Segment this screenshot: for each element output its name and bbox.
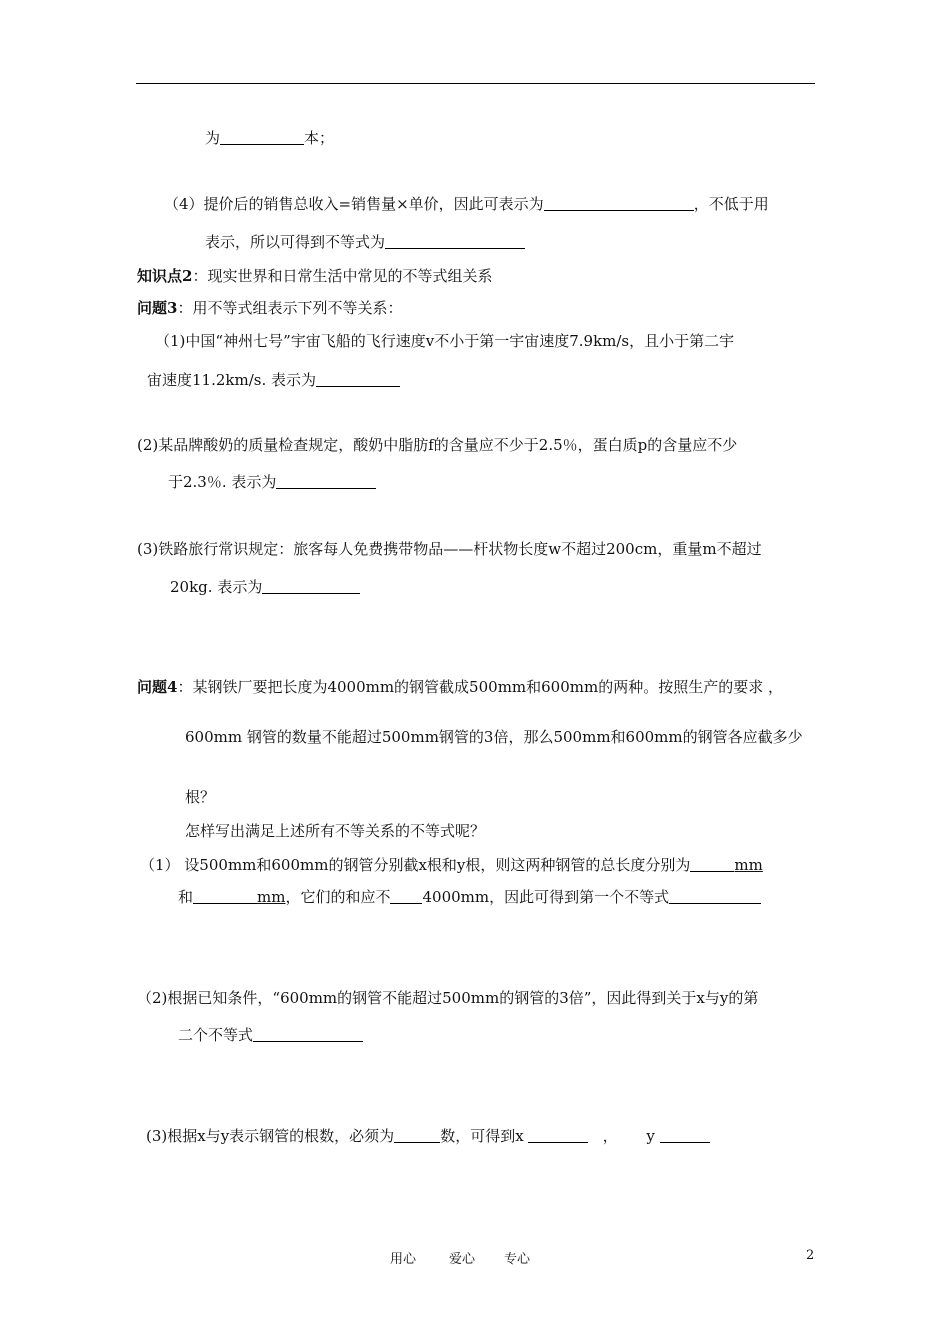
footer-left: 用心 — [390, 1252, 417, 1267]
q3-item-3-line-2 — [170, 577, 360, 597]
answer-blank[interactable] — [276, 473, 376, 489]
text: （2)根据已知条件，“600mm的钢管不能超过500mm的钢管的3倍”，因此得到关于x与y的第 — [137, 989, 759, 1007]
question-4 — [137, 677, 783, 697]
footer-right: 专心 — [504, 1252, 531, 1267]
text: （1） 设500mm和600mm的钢管分别截x根和y根，则这两种钢管的总长度分别为 — [140, 856, 691, 874]
q3-item-1-line-1 — [155, 331, 734, 351]
text: 表示，所以可得到不等式为 — [205, 233, 386, 251]
text: ，不低于用 — [693, 195, 769, 213]
answer-blank[interactable] — [660, 1127, 710, 1143]
text: 数，可得到x — [440, 1127, 524, 1145]
answer-blank[interactable] — [220, 129, 304, 145]
footer-mid: 爱心 — [449, 1252, 476, 1267]
text: 600mm 钢管的数量不能超过500mm钢管的3倍，那么500mm和600mm的钢管各应截多少 — [185, 728, 803, 746]
text: 和 — [178, 888, 194, 906]
answer-blank[interactable] — [262, 578, 360, 594]
text: 20kg. 表示为 — [170, 578, 263, 596]
q4-line-3 — [185, 787, 215, 807]
text: (3)根据x与y表示钢管的根数，必须为 — [146, 1127, 395, 1145]
q4-line-4 — [185, 821, 485, 841]
line-1 — [205, 128, 334, 148]
q3-item-3-line-1 — [137, 539, 762, 559]
answer-blank[interactable] — [669, 888, 761, 904]
sub-question-2-line-1 — [137, 988, 758, 1008]
text: 根？ — [185, 788, 216, 806]
knowledge-point-2 — [137, 266, 492, 286]
text: 二个不等式 — [178, 1026, 254, 1044]
sub-question-1-line-1 — [140, 855, 763, 875]
question-3 — [137, 298, 402, 318]
answer-blank[interactable] — [544, 195, 694, 211]
text: 4000mm，因此可得到第一个不等式 — [422, 888, 670, 906]
answer-blank[interactable] — [394, 1127, 440, 1143]
answer-blank[interactable] — [690, 856, 734, 872]
q3-item-1-line-2 — [147, 370, 400, 390]
answer-blank[interactable] — [385, 233, 525, 249]
sub-question-2-line-2 — [178, 1025, 363, 1045]
text: （4）提价后的销售总收入=销售量×单价，因此可表示为 — [164, 195, 544, 213]
line-3 — [205, 232, 525, 252]
section-text: ：现实世界和日常生活中常见的不等式组关系 — [192, 267, 493, 285]
q3-item-2-line-1 — [137, 435, 737, 455]
q4-line-2 — [185, 727, 803, 747]
text: 宙速度11.2km/s. 表示为 — [147, 371, 316, 389]
text: ， — [602, 1127, 618, 1145]
text: 怎样写出满足上述所有不等关系的不等式呢？ — [185, 822, 486, 840]
unit-label: mm — [257, 888, 286, 906]
answer-blank[interactable] — [316, 371, 400, 387]
line-2 — [164, 194, 769, 214]
sub-question-3 — [146, 1126, 710, 1146]
text: 于2.3％. 表示为 — [168, 473, 277, 491]
text: 本； — [304, 129, 335, 147]
section-text: ：某钢铁厂要把长度为4000mm的钢管截成500mm和600mm的两种。按照生产的要求 ， — [177, 678, 783, 696]
text: 为 — [205, 129, 221, 147]
section-text: ：用不等式组表示下列不等关系： — [177, 299, 403, 317]
header-rule — [136, 83, 815, 84]
answer-blank[interactable] — [193, 888, 257, 904]
answer-blank[interactable] — [528, 1127, 588, 1143]
text: （1)中国“神州七号”宇宙飞船的飞行速度v不小于第一宇宙速度7.9km/s，且小于第二宇 — [155, 332, 735, 350]
section-label: 问题4 — [137, 678, 178, 696]
q3-item-2-line-2 — [168, 472, 376, 492]
section-label: 问题3 — [137, 299, 178, 317]
text: (3)铁路旅行常识规定：旅客每人免费携带物品——杆状物长度w不超过200cm，重量m不超过 — [137, 540, 762, 558]
answer-blank[interactable] — [253, 1026, 363, 1042]
answer-blank[interactable] — [390, 888, 422, 904]
text: (2)某品牌酸奶的质量检查规定，酸奶中脂肪f的含量应不少于2.5％，蛋白质p的含量应不少 — [137, 436, 738, 454]
text: y — [646, 1127, 655, 1145]
section-label: 知识点2 — [137, 267, 193, 285]
text: ，它们的和应不 — [285, 888, 391, 906]
sub-question-1-line-2 — [178, 887, 761, 907]
unit-label: mm — [734, 856, 763, 874]
page-number: 2 — [806, 1248, 815, 1263]
